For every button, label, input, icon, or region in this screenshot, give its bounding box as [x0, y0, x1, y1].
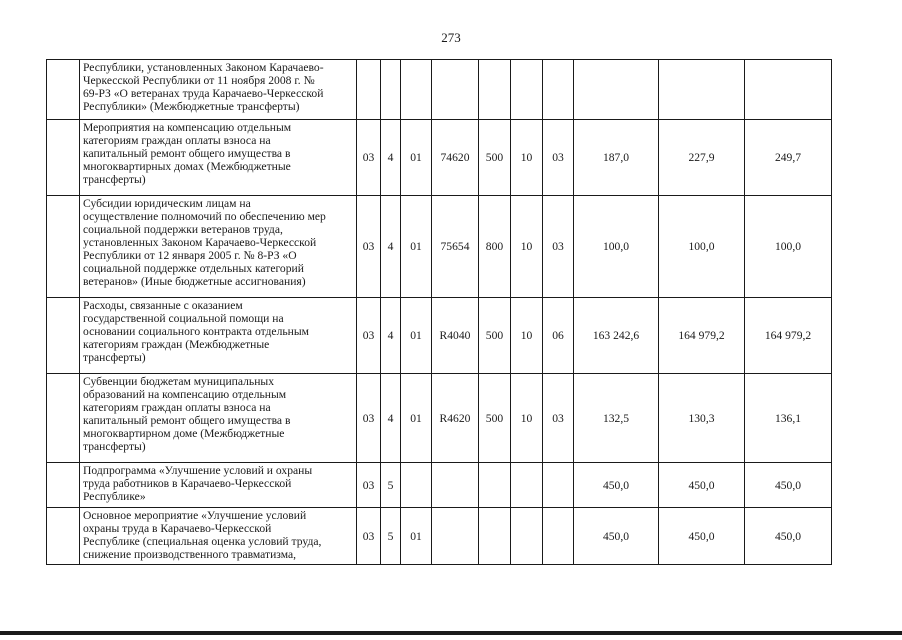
description-line: труда работников в Карачаево-Черкесской [83, 477, 292, 490]
table-row [47, 508, 832, 565]
blank-cell [47, 374, 80, 463]
description-line: основании социального контракта отдельным [83, 325, 309, 338]
cell-c4 [432, 463, 479, 508]
cell-c3 [401, 463, 432, 508]
cell-v3: 450,0 [745, 463, 832, 508]
cell-c5 [479, 60, 511, 120]
cell-v3: 450,0 [745, 508, 832, 565]
description-line: Субсидии юридическим лицам на [83, 197, 251, 210]
cell-v2: 130,3 [659, 374, 745, 463]
cell-c5: 500 [479, 298, 511, 374]
description-line: трансферты) [83, 351, 146, 364]
cell-c7: 06 [543, 298, 574, 374]
cell-c3: 01 [401, 508, 432, 565]
table-row [47, 196, 832, 298]
description-line: 69-РЗ «О ветеранах труда Карачаево-Черкесской [83, 87, 324, 100]
cell-c2: 4 [381, 120, 401, 196]
cell-c6 [511, 60, 543, 120]
row-description [80, 120, 357, 196]
description-line: образований на компенсацию отдельным [83, 388, 287, 401]
row-description [80, 508, 357, 565]
cell-v1: 450,0 [574, 508, 659, 565]
cell-c4 [432, 60, 479, 120]
description-line: Подпрограмма «Улучшение условий и охраны [83, 464, 313, 477]
description-line: охраны труда в Карачаево-Черкесской [83, 522, 272, 535]
cell-c5: 500 [479, 374, 511, 463]
cell-c7: 03 [543, 374, 574, 463]
cell-c6: 10 [511, 298, 543, 374]
row-description [80, 463, 357, 508]
cell-c2: 4 [381, 196, 401, 298]
description-line: капитальный ремонт общего имущества в [83, 147, 291, 160]
cell-v3 [745, 60, 832, 120]
cell-c6: 10 [511, 120, 543, 196]
page-number: 273 [441, 30, 461, 45]
cell-c6: 10 [511, 196, 543, 298]
description-line: Расходы, связанные с оказанием [83, 299, 243, 312]
cell-c1: 03 [357, 374, 381, 463]
cell-v3: 136,1 [745, 374, 832, 463]
cell-c5 [479, 508, 511, 565]
cell-c3: 01 [401, 298, 432, 374]
description-line: социальной поддержки ветеранов труда, [83, 223, 283, 236]
cell-v1: 100,0 [574, 196, 659, 298]
description-line: Основное мероприятие «Улучшение условий [83, 509, 307, 522]
cell-c3: 01 [401, 374, 432, 463]
cell-v1: 132,5 [574, 374, 659, 463]
cell-c7 [543, 60, 574, 120]
description-line: установленных Законом Карачаево-Черкесской [83, 236, 317, 249]
cell-c7 [543, 463, 574, 508]
cell-v1 [574, 60, 659, 120]
table-row [47, 120, 832, 196]
cell-c6: 10 [511, 374, 543, 463]
description-line: Республики, установленных Законом Карачаево- [83, 61, 324, 74]
description-line: трансферты) [83, 440, 146, 453]
cell-c3: 01 [401, 120, 432, 196]
cell-c3: 01 [401, 196, 432, 298]
description-line: категориям граждан оплаты взноса на [83, 134, 271, 147]
description-line: категориям граждан оплаты взноса на [83, 401, 271, 414]
blank-cell [47, 196, 80, 298]
description-line: Черкесской Республики от 11 ноября 2008 г. № [83, 74, 315, 87]
blank-cell [47, 463, 80, 508]
row-description [80, 374, 357, 463]
description-line: Республики от 12 января 2005 г. № 8-РЗ «О [83, 249, 297, 262]
bottom-rule [0, 631, 902, 635]
cell-c4: 75654 [432, 196, 479, 298]
cell-v2 [659, 60, 745, 120]
cell-c6 [511, 463, 543, 508]
description-line: Республики» (Межбюджетные трансферты) [83, 100, 300, 113]
description-line: социальной поддержке отдельных категорий [83, 262, 304, 275]
cell-c4 [432, 508, 479, 565]
table-row [47, 463, 832, 508]
cell-v2: 100,0 [659, 196, 745, 298]
cell-c1: 03 [357, 508, 381, 565]
blank-cell [47, 298, 80, 374]
cell-c4: R4620 [432, 374, 479, 463]
description-line: осуществление полномочий по обеспечению мер [83, 210, 326, 223]
row-description [80, 60, 357, 120]
budget-table [46, 59, 832, 565]
table-row [47, 60, 832, 120]
cell-v1: 450,0 [574, 463, 659, 508]
description-line: категориям граждан (Межбюджетные [83, 338, 270, 351]
cell-c5 [479, 463, 511, 508]
blank-cell [47, 508, 80, 565]
description-line: капитальный ремонт общего имущества в [83, 414, 291, 427]
description-line: многоквартирных домах (Межбюджетные [83, 160, 291, 173]
cell-c7: 03 [543, 120, 574, 196]
cell-v2: 450,0 [659, 508, 745, 565]
cell-c3 [401, 60, 432, 120]
cell-c2 [381, 60, 401, 120]
row-description [80, 298, 357, 374]
description-line: многоквартирном доме (Межбюджетные [83, 427, 285, 440]
cell-v1: 187,0 [574, 120, 659, 196]
cell-c7 [543, 508, 574, 565]
row-description [80, 196, 357, 298]
cell-c7: 03 [543, 196, 574, 298]
cell-c1: 03 [357, 298, 381, 374]
cell-c2: 5 [381, 508, 401, 565]
cell-c5: 800 [479, 196, 511, 298]
description-line: Республике (специальная оценка условий труда, [83, 535, 322, 548]
cell-v3: 100,0 [745, 196, 832, 298]
description-line: Республике» [83, 490, 146, 503]
cell-c2: 5 [381, 463, 401, 508]
cell-c1: 03 [357, 463, 381, 508]
cell-c4: R4040 [432, 298, 479, 374]
description-line: Субвенции бюджетам муниципальных [83, 375, 274, 388]
blank-cell [47, 120, 80, 196]
cell-c2: 4 [381, 374, 401, 463]
table-row [47, 298, 832, 374]
cell-c1: 03 [357, 196, 381, 298]
blank-cell [47, 60, 80, 120]
cell-v1: 163 242,6 [574, 298, 659, 374]
description-line: ветеранов» (Иные бюджетные ассигнования) [83, 275, 306, 288]
cell-c2: 4 [381, 298, 401, 374]
cell-v3: 249,7 [745, 120, 832, 196]
cell-c1 [357, 60, 381, 120]
cell-v2: 164 979,2 [659, 298, 745, 374]
table-row [47, 374, 832, 463]
description-line: снижение производственного травматизма, [83, 548, 297, 561]
cell-v2: 450,0 [659, 463, 745, 508]
description-line: трансферты) [83, 173, 146, 186]
cell-v3: 164 979,2 [745, 298, 832, 374]
description-line: Мероприятия на компенсацию отдельным [83, 121, 292, 134]
description-line: государственной социальной помощи на [83, 312, 284, 325]
cell-c6 [511, 508, 543, 565]
cell-c1: 03 [357, 120, 381, 196]
cell-c5: 500 [479, 120, 511, 196]
cell-v2: 227,9 [659, 120, 745, 196]
cell-c4: 74620 [432, 120, 479, 196]
